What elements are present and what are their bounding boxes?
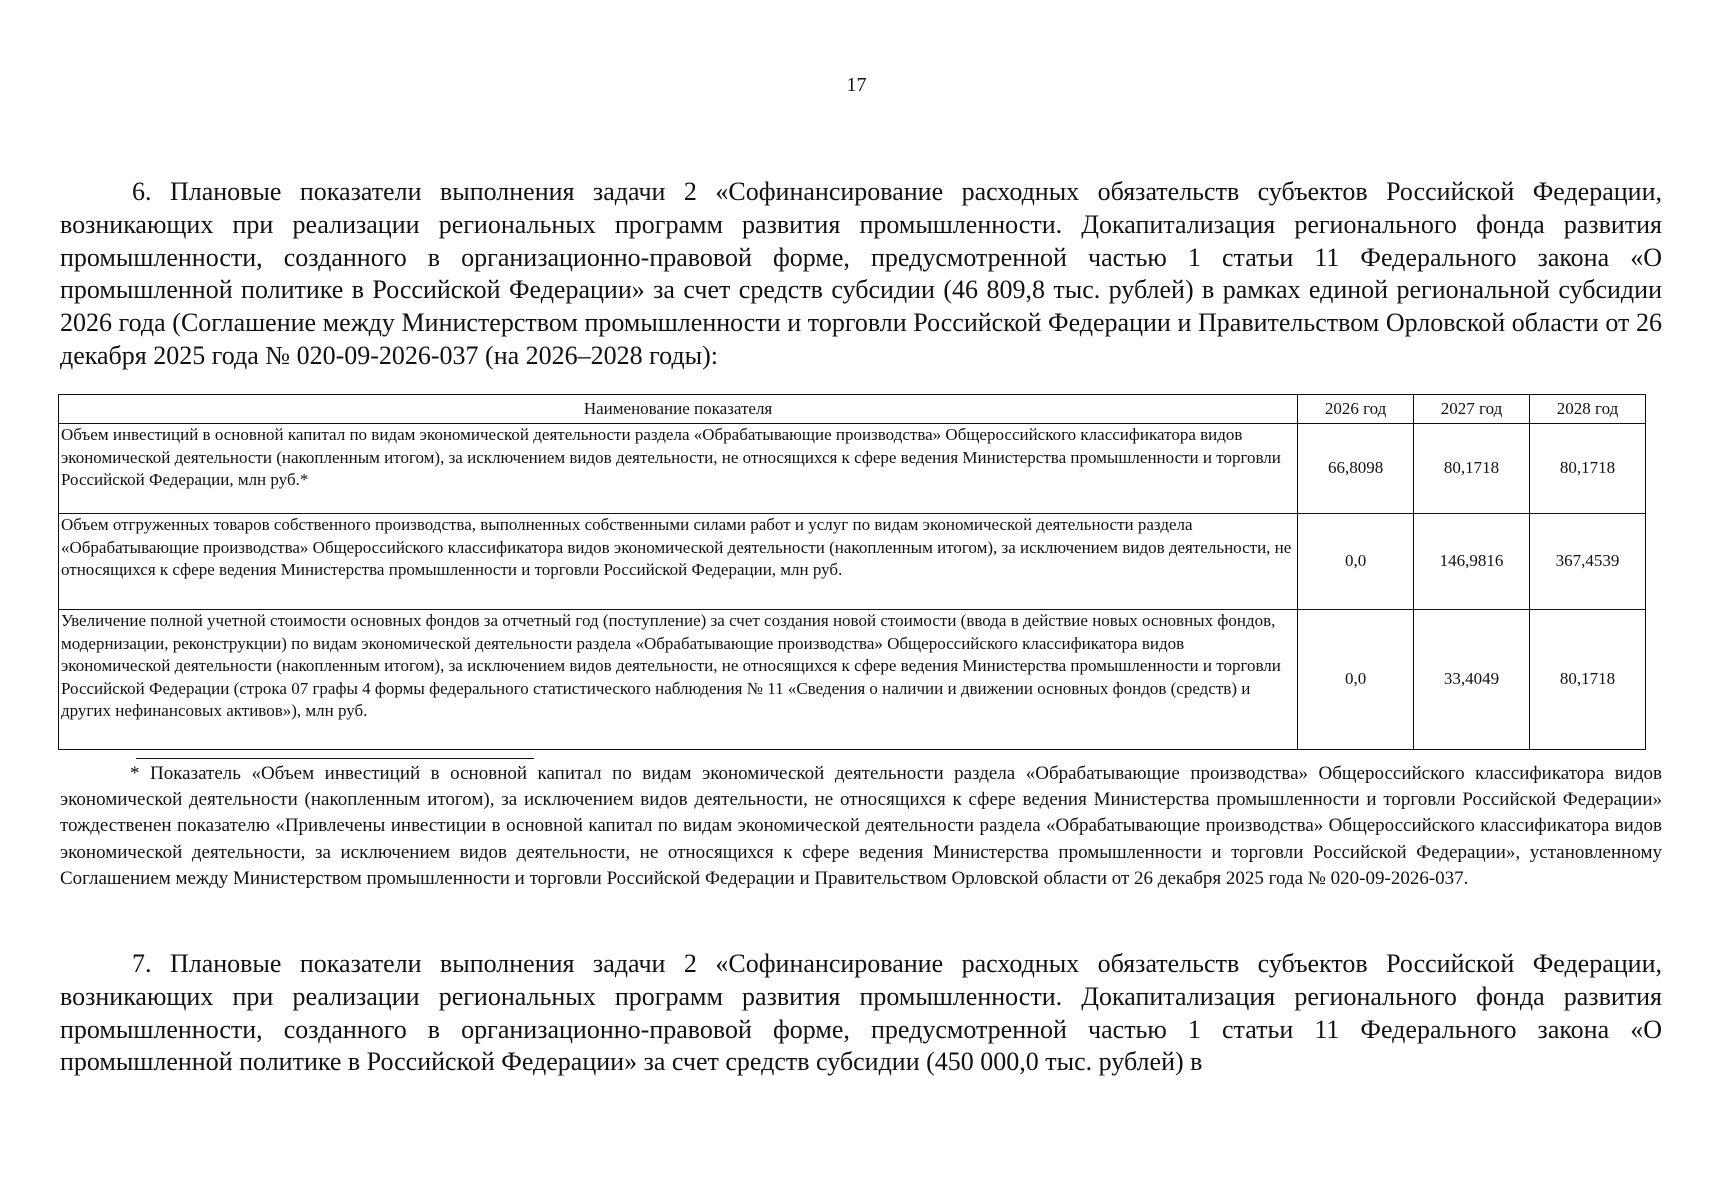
table-row [59,610,1646,750]
footnote-separator [136,758,534,759]
section-7-paragraph: 7. Плановые показатели выполнения задачи 2 «Софинансирование расходных обязательств субъектов Российской Федерации, возникающих при реализации региональных программ развития промышленности. Докапитализация регионального фонда развития промышленности, созданного в организационно-правовой форме, предусмотренной частью 1 статьи 11 Федерального закона «О промышленной политике в Российской Федерации» за счет средств субсидии (450 000,0 тыс. рублей) в [60,949,1662,1077]
value-cell-2026: 0,0 [1298,514,1414,610]
header-year-2027: 2027 год [1414,395,1530,424]
indicator-name-cell: Увеличение полной учетной стоимости основных фондов за отчетный год (поступление) за счет создания новой стоимости (ввода в действие новых основных фондов, модернизации, реконструкции) по видам экономической деятельности раздела «Обрабатывающие производства» Общероссийского классификатора видов экономической деятельности (накопленным итогом), за исключением видов деятельности, не относящихся к сфере ведения Министерства промышленности и торговли Российской Федерации (строка 07 графы 4 формы федерального статистического наблюдения № 11 «Сведения о наличии и движении основных фондов (средств) и других нефинансовых активов»), млн руб. [59,610,1298,750]
indicator-name-cell: Объем отгруженных товаров собственного производства, выполненных собственными силами работ и услуг по видам экономической деятельности раздела «Обрабатывающие производства» Общероссийского классификатора видов экономической деятельности (накопленным итогом), за исключением видов деятельности, не относящихся к сфере ведения Министерства промышленности и торговли Российской Федерации, млн руб. [59,514,1298,610]
value-cell-2028: 367,4539 [1530,514,1646,610]
table-header-row [59,395,1646,424]
value-cell-2026: 66,8098 [1298,424,1414,514]
value-cell-2027: 80,1718 [1414,424,1530,514]
header-year-2028: 2028 год [1530,395,1646,424]
value-cell-2027: 33,4049 [1414,610,1530,750]
value-cell-2028: 80,1718 [1530,610,1646,750]
value-cell-2026: 0,0 [1298,610,1414,750]
section-6-paragraph: 6. Плановые показатели выполнения задачи 2 «Софинансирование расходных обязательств субъектов Российской Федерации, возникающих при реализации региональных программ развития промышленности. Докапитализация регионального фонда развития промышленности, созданного в организационно-правовой форме, предусмотренной частью 1 статьи 11 Федерального закона «О промышленной политике в Российской Федерации» за счет средств субсидии (46 809,8 тыс. рублей) в рамках единой региональной субсидии 2026 года (Соглашение между Министерством промышленности и торговли Российской Федерации и Правительством Орловской области от 26 декабря 2025 года № 020-09-2026-037 (на 2026–2028 годы): [60,177,1662,370]
indicators-table [58,394,1646,750]
indicator-name-cell: Объем инвестиций в основной капитал по видам экономической деятельности раздела «Обрабатывающие производства» Общероссийского классификатора видов экономической деятельности (накопленным итогом), за исключением видов деятельности, не относящихся к сфере ведения Министерства промышленности и торговли Российской Федерации, млн руб.* [59,424,1298,514]
value-cell-2028: 80,1718 [1530,424,1646,514]
value-cell-2027: 146,9816 [1414,514,1530,610]
page-number: 17 [846,74,867,96]
table-row [59,424,1646,514]
footnote: * Показатель «Объем инвестиций в основной капитал по видам экономической деятельности раздела «Обрабатывающие производства» Общероссийского классификатора видов экономической деятельности (накопленным итогом), за исключением видов деятельности, не относящихся к сфере ведения Министерства промышленности и торговли Российской Федерации» тождественен показателю «Привлечены инвестиции в основной капитал по видам экономической деятельности раздела «Обрабатывающие производства» Общероссийского классификатора видов экономической деятельности, за исключением видов деятельности, не относящихся к сфере ведения Министерства промышленности и торговли Российской Федерации», установленному Соглашением между Министерством промышленности и торговли Российской Федерации и Правительством Орловской области от 26 декабря 2025 года № 020-09-2026-037. [60,763,1662,889]
header-year-2026: 2026 год [1298,395,1414,424]
header-indicator-name: Наименование показателя [59,395,1298,424]
table-row [59,514,1646,610]
